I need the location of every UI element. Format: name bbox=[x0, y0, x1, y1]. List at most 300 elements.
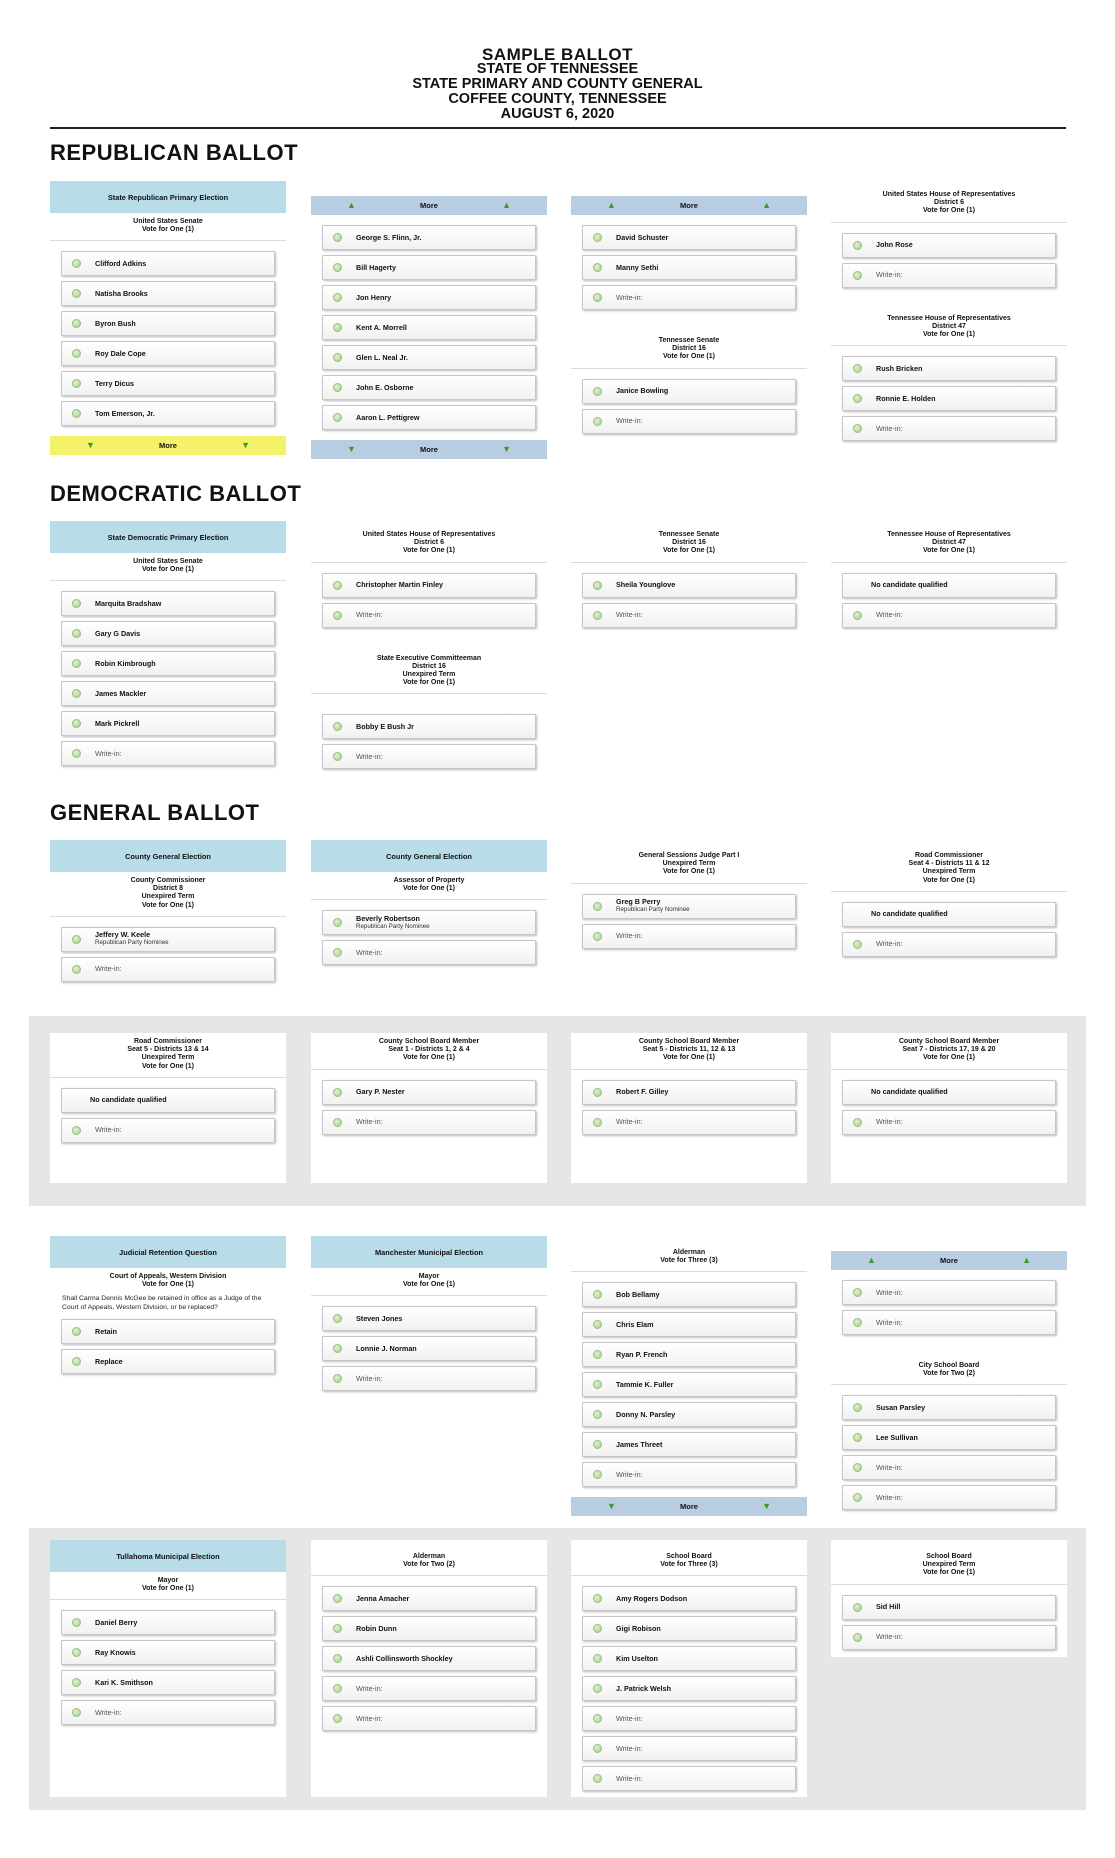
gen4-col-1 bbox=[50, 1540, 286, 1735]
candidate-option[interactable] bbox=[61, 401, 275, 426]
more-button[interactable]: ▼ More ▼ bbox=[311, 440, 547, 459]
candidate-name: Susan Parsley bbox=[876, 1402, 926, 1412]
more-button[interactable]: ▲ More ▲ bbox=[831, 1251, 1067, 1270]
candidate-name: Aaron L. Pettigrew bbox=[356, 412, 420, 422]
race-header: Tennessee Senate District 16 Vote for One (1) bbox=[571, 332, 807, 369]
rep-col-2 bbox=[311, 196, 547, 459]
write-in-label: Write-in: bbox=[876, 1462, 903, 1472]
write-in-option[interactable] bbox=[582, 1110, 796, 1135]
candidate-name: Marquita Bradshaw bbox=[95, 598, 162, 608]
gen-col-1 bbox=[50, 840, 286, 992]
race-header: Road Commissioner Seat 5 - Districts 13 & 14 Unexpired Term Vote for One (1) bbox=[50, 1033, 286, 1078]
radio-dot-icon bbox=[72, 1678, 81, 1687]
candidate-name: Natisha Brooks bbox=[95, 288, 148, 298]
radio-dot-icon bbox=[593, 1320, 602, 1329]
candidate-name: Lonnie J. Norman bbox=[356, 1343, 417, 1353]
race-header: Tennessee House of Representatives District 47 Vote for One (1) bbox=[831, 526, 1067, 563]
radio-dot-icon bbox=[853, 241, 862, 250]
radio-dot-icon bbox=[333, 233, 342, 242]
radio-dot-icon bbox=[72, 1126, 81, 1135]
arrow-down-icon: ▼ bbox=[86, 440, 95, 451]
race-header: United States House of Representatives District 6 Vote for One (1) bbox=[311, 526, 547, 563]
radio-dot-icon bbox=[72, 379, 81, 388]
write-in-option[interactable] bbox=[322, 1110, 536, 1135]
radio-dot-icon bbox=[333, 918, 342, 927]
candidate-option[interactable] bbox=[842, 1425, 1056, 1450]
candidate-name: Terry Dicus bbox=[95, 378, 135, 388]
ballot-title bbox=[0, 47, 1115, 122]
radio-dot-icon bbox=[72, 659, 81, 668]
rep-col-4 bbox=[831, 186, 1067, 451]
candidate-option[interactable] bbox=[61, 927, 275, 952]
race-header: Assessor of Property Vote for One (1) bbox=[311, 872, 547, 900]
gen2-col-2 bbox=[311, 1033, 547, 1183]
title-line: COFFEE COUNTY, TENNESSEE bbox=[448, 91, 667, 107]
candidate-option[interactable] bbox=[322, 285, 536, 310]
party-label: Republican Party Nominee bbox=[356, 922, 430, 930]
candidate-name: Sheila Younglove bbox=[616, 580, 676, 590]
write-in-label: Write-in: bbox=[356, 1713, 383, 1723]
write-in-label: Write-in: bbox=[356, 751, 383, 761]
write-in-option[interactable] bbox=[842, 1310, 1056, 1335]
retain-option[interactable] bbox=[61, 1319, 275, 1344]
candidate-name: Tom Emerson, Jr. bbox=[95, 408, 155, 418]
more-button[interactable]: ▼ More ▼ bbox=[50, 436, 286, 455]
candidate-option[interactable] bbox=[842, 1395, 1056, 1420]
title-line: SAMPLE BALLOT bbox=[482, 45, 633, 64]
radio-dot-icon bbox=[72, 409, 81, 418]
race-header: County Commissioner District 8 Unexpired Term Vote for One (1) bbox=[50, 872, 286, 917]
arrow-down-icon: ▼ bbox=[347, 444, 356, 454]
radio-dot-icon bbox=[333, 413, 342, 422]
candidate-option[interactable] bbox=[61, 251, 275, 276]
write-in-label: Write-in: bbox=[616, 416, 643, 426]
candidate-option[interactable] bbox=[61, 1670, 275, 1695]
more-button[interactable]: ▲ More ▲ bbox=[311, 196, 547, 215]
no-candidate-label: No candidate qualified bbox=[871, 580, 948, 590]
write-in-option[interactable] bbox=[322, 1366, 536, 1391]
write-in-label: Write-in: bbox=[876, 1317, 903, 1327]
write-in-option[interactable] bbox=[322, 940, 536, 965]
radio-dot-icon bbox=[333, 1088, 342, 1097]
candidate-option[interactable] bbox=[322, 1616, 536, 1641]
write-in-option[interactable] bbox=[582, 1706, 796, 1731]
write-in-option[interactable] bbox=[842, 603, 1056, 628]
no-candidate-label: No candidate qualified bbox=[871, 1087, 948, 1097]
radio-dot-icon bbox=[593, 1684, 602, 1693]
write-in-label: Write-in: bbox=[95, 1707, 122, 1717]
gen-col-4 bbox=[831, 847, 1067, 967]
candidate-name: James Threet bbox=[616, 1439, 663, 1449]
candidate-option[interactable] bbox=[582, 1646, 796, 1671]
write-in-option[interactable] bbox=[322, 1706, 536, 1731]
candidate-name: Tammie K. Fuller bbox=[616, 1379, 674, 1389]
write-in-label: Write-in: bbox=[95, 964, 122, 974]
radio-dot-icon bbox=[72, 935, 81, 944]
party-label: Republican Party Nominee bbox=[616, 906, 690, 914]
candidate-name: Jenna Amacher bbox=[356, 1593, 410, 1603]
candidate-name: Robin Dunn bbox=[356, 1623, 397, 1633]
race-header: County School Board Member Seat 7 - Districts 17, 19 & 20 Vote for One (1) bbox=[831, 1033, 1067, 1070]
candidate-name: Chris Elam bbox=[616, 1319, 654, 1329]
write-in-option[interactable] bbox=[582, 603, 796, 628]
candidate-option[interactable] bbox=[842, 233, 1056, 258]
radio-dot-icon bbox=[333, 263, 342, 272]
candidate-name: Robin Kimbrough bbox=[95, 658, 156, 668]
candidate-name: Jeffery W. Keele Republican Party Nominee bbox=[95, 930, 169, 947]
candidate-option[interactable] bbox=[582, 1432, 796, 1457]
dem-col-1 bbox=[50, 521, 286, 776]
candidate-name: Bill Hagerty bbox=[356, 262, 396, 272]
candidate-option[interactable] bbox=[582, 894, 796, 919]
title-divider bbox=[50, 127, 1066, 129]
candidate-option[interactable] bbox=[582, 1586, 796, 1611]
candidate-name: Byron Bush bbox=[95, 318, 136, 328]
write-in-option[interactable] bbox=[842, 263, 1056, 288]
gen3-col-1 bbox=[50, 1236, 286, 1384]
radio-dot-icon bbox=[72, 965, 81, 974]
candidate-option[interactable] bbox=[582, 1342, 796, 1367]
radio-dot-icon bbox=[593, 1088, 602, 1097]
race-header: United States House of Representatives District 6 Vote for One (1) bbox=[831, 186, 1067, 223]
radio-dot-icon bbox=[593, 1118, 602, 1127]
radio-dot-icon bbox=[72, 689, 81, 698]
candidate-option[interactable] bbox=[322, 1586, 536, 1611]
candidate-option[interactable] bbox=[322, 1646, 536, 1671]
write-in-label: Write-in: bbox=[356, 610, 383, 620]
candidate-option[interactable] bbox=[61, 1640, 275, 1665]
radio-dot-icon bbox=[593, 1410, 602, 1419]
write-in-option[interactable] bbox=[842, 1280, 1056, 1305]
radio-dot-icon bbox=[72, 749, 81, 758]
radio-dot-icon bbox=[853, 1403, 862, 1412]
candidate-option[interactable] bbox=[61, 711, 275, 736]
write-in-option[interactable] bbox=[842, 1485, 1056, 1510]
candidate-name: Kent A. Morrell bbox=[356, 322, 407, 332]
candidate-name: Gigi Robison bbox=[616, 1623, 661, 1633]
radio-dot-icon bbox=[853, 1288, 862, 1297]
candidate-option[interactable] bbox=[322, 573, 536, 598]
radio-dot-icon bbox=[72, 289, 81, 298]
candidate-name: Bobby E Bush Jr bbox=[356, 721, 414, 731]
radio-dot-icon bbox=[593, 233, 602, 242]
radio-dot-icon bbox=[853, 1633, 862, 1642]
radio-dot-icon bbox=[72, 1618, 81, 1627]
candidate-option[interactable] bbox=[582, 1312, 796, 1337]
write-in-label: Write-in: bbox=[616, 1713, 643, 1723]
arrow-up-icon: ▲ bbox=[502, 200, 511, 210]
candidate-name: Ashli Collinsworth Shockley bbox=[356, 1653, 453, 1663]
radio-dot-icon bbox=[593, 611, 602, 620]
candidate-option[interactable] bbox=[322, 1336, 536, 1361]
radio-dot-icon bbox=[72, 319, 81, 328]
candidate-name: Greg B Perry Republican Party Nominee bbox=[616, 897, 690, 914]
race-header: Mayor Vote for One (1) bbox=[311, 1268, 547, 1296]
gen2-col-1 bbox=[50, 1033, 286, 1183]
radio-dot-icon bbox=[853, 271, 862, 280]
candidate-option[interactable] bbox=[61, 371, 275, 396]
option-label: Retain bbox=[95, 1326, 117, 1336]
more-button[interactable]: ▲ More ▲ bbox=[571, 196, 807, 215]
radio-dot-icon bbox=[853, 1118, 862, 1127]
gen3-col-4 bbox=[831, 1251, 1067, 1520]
candidate-option[interactable] bbox=[61, 591, 275, 616]
arrow-up-icon: ▲ bbox=[867, 1255, 876, 1265]
candidate-name: Daniel Berry bbox=[95, 1617, 138, 1627]
race-header: Road Commissioner Seat 4 - Districts 11 & 12 Unexpired Term Vote for One (1) bbox=[831, 847, 1067, 892]
radio-dot-icon bbox=[333, 1594, 342, 1603]
radio-dot-icon bbox=[593, 1440, 602, 1449]
radio-dot-icon bbox=[333, 948, 342, 957]
candidate-option[interactable] bbox=[61, 621, 275, 646]
candidate-option[interactable] bbox=[61, 311, 275, 336]
radio-dot-icon bbox=[333, 722, 342, 731]
radio-dot-icon bbox=[593, 1350, 602, 1359]
candidate-option[interactable] bbox=[322, 345, 536, 370]
radio-dot-icon bbox=[593, 293, 602, 302]
candidate-option[interactable] bbox=[322, 1306, 536, 1331]
election-header: County General Election bbox=[50, 840, 286, 872]
candidate-name: George S. Flinn, Jr. bbox=[356, 232, 422, 242]
no-candidate-option[interactable] bbox=[842, 1080, 1056, 1105]
candidate-option[interactable] bbox=[582, 573, 796, 598]
radio-dot-icon bbox=[593, 1714, 602, 1723]
radio-dot-icon bbox=[853, 1463, 862, 1472]
radio-dot-icon bbox=[333, 293, 342, 302]
radio-dot-icon bbox=[853, 1433, 862, 1442]
election-header: Tullahoma Municipal Election bbox=[50, 1540, 286, 1572]
candidate-name: Ronnie E. Holden bbox=[876, 393, 936, 403]
section-title-democratic: DEMOCRATIC BALLOT bbox=[50, 481, 302, 506]
arrow-up-icon: ▲ bbox=[607, 200, 616, 210]
arrow-down-icon: ▼ bbox=[607, 1501, 616, 1512]
radio-dot-icon bbox=[853, 1318, 862, 1327]
candidate-option[interactable] bbox=[842, 356, 1056, 381]
radio-dot-icon bbox=[593, 1654, 602, 1663]
radio-dot-icon bbox=[72, 599, 81, 608]
candidate-option[interactable] bbox=[582, 255, 796, 280]
radio-dot-icon bbox=[853, 1493, 862, 1502]
candidate-option[interactable] bbox=[582, 1616, 796, 1641]
candidate-option[interactable] bbox=[322, 225, 536, 250]
write-in-label: Write-in: bbox=[616, 931, 643, 941]
gen-col-3 bbox=[571, 847, 807, 959]
radio-dot-icon bbox=[72, 1327, 81, 1336]
candidate-name: John Rose bbox=[876, 240, 913, 250]
candidate-option[interactable] bbox=[582, 379, 796, 404]
candidate-name: Christopher Martin Finley bbox=[356, 580, 444, 590]
election-header: County General Election bbox=[311, 840, 547, 872]
gen4-col-2 bbox=[311, 1548, 547, 1741]
radio-dot-icon bbox=[333, 1118, 342, 1127]
write-in-label: Write-in: bbox=[876, 1287, 903, 1297]
candidate-option[interactable] bbox=[582, 1402, 796, 1427]
write-in-label: Write-in: bbox=[616, 1773, 643, 1783]
write-in-option[interactable] bbox=[582, 1736, 796, 1761]
radio-dot-icon bbox=[333, 1624, 342, 1633]
gen2-col-4 bbox=[831, 1033, 1067, 1183]
candidate-name: Glen L. Neal Jr. bbox=[356, 352, 408, 362]
write-in-option[interactable] bbox=[322, 1676, 536, 1701]
candidate-option[interactable] bbox=[842, 1595, 1056, 1620]
candidate-option[interactable] bbox=[322, 1080, 536, 1105]
section-title-general: GENERAL BALLOT bbox=[50, 800, 260, 825]
race-header: Mayor Vote for One (1) bbox=[50, 1572, 286, 1600]
race-header: General Sessions Judge Part I Unexpired Term Vote for One (1) bbox=[571, 847, 807, 884]
candidate-name: Bob Bellamy bbox=[616, 1289, 660, 1299]
more-button[interactable]: ▼ More ▼ bbox=[571, 1497, 807, 1516]
write-in-label: Write-in: bbox=[876, 423, 903, 433]
rep-col-1 bbox=[50, 181, 286, 455]
race-header: School Board Unexpired Term Vote for One (1) bbox=[831, 1548, 1067, 1585]
candidate-name: Ray Knowis bbox=[95, 1647, 136, 1657]
race-header: State Executive Committeeman District 16 Unexpired Term Vote for One (1) bbox=[311, 650, 547, 695]
write-in-option[interactable] bbox=[61, 1700, 275, 1725]
radio-dot-icon bbox=[853, 611, 862, 620]
race-header: Tennessee House of Representatives District 47 Vote for One (1) bbox=[831, 310, 1067, 347]
radio-dot-icon bbox=[333, 1374, 342, 1383]
radio-dot-icon bbox=[333, 752, 342, 761]
election-header: Manchester Municipal Election bbox=[311, 1236, 547, 1268]
radio-dot-icon bbox=[333, 1654, 342, 1663]
candidate-option[interactable] bbox=[582, 1080, 796, 1105]
no-candidate-option[interactable] bbox=[61, 1088, 275, 1113]
candidate-name: Robert F. Gilley bbox=[616, 1087, 669, 1097]
arrow-down-icon: ▼ bbox=[241, 440, 250, 451]
replace-option[interactable] bbox=[61, 1349, 275, 1374]
candidate-option[interactable] bbox=[582, 225, 796, 250]
write-in-option[interactable] bbox=[61, 1118, 275, 1143]
write-in-option[interactable] bbox=[582, 1766, 796, 1791]
write-in-option[interactable] bbox=[61, 957, 275, 982]
race-header: County School Board Member Seat 1 - Districts 1, 2 & 4 Vote for One (1) bbox=[311, 1033, 547, 1070]
radio-dot-icon bbox=[593, 1774, 602, 1783]
write-in-option[interactable] bbox=[322, 603, 536, 628]
write-in-label: Write-in: bbox=[876, 270, 903, 280]
radio-dot-icon bbox=[333, 383, 342, 392]
dem-col-2 bbox=[311, 526, 547, 779]
option-label: Replace bbox=[95, 1356, 123, 1366]
arrow-up-icon: ▲ bbox=[762, 200, 771, 210]
candidate-option[interactable] bbox=[322, 405, 536, 430]
radio-dot-icon bbox=[72, 259, 81, 268]
election-header: State Democratic Primary Election bbox=[50, 521, 286, 553]
arrow-down-icon: ▼ bbox=[502, 444, 511, 454]
candidate-name: Sid Hill bbox=[876, 1602, 901, 1612]
radio-dot-icon bbox=[593, 417, 602, 426]
radio-dot-icon bbox=[593, 1380, 602, 1389]
write-in-label: Write-in: bbox=[616, 1469, 643, 1479]
arrow-down-icon: ▼ bbox=[762, 1501, 771, 1512]
write-in-label: Write-in: bbox=[876, 1492, 903, 1502]
race-header: City School Board Vote for Two (2) bbox=[831, 1357, 1067, 1385]
candidate-name: Jon Henry bbox=[356, 292, 392, 302]
write-in-label: Write-in: bbox=[356, 1373, 383, 1383]
race-header: School Board Vote for Three (3) bbox=[571, 1548, 807, 1576]
write-in-option[interactable] bbox=[61, 741, 275, 766]
write-in-option[interactable] bbox=[582, 1462, 796, 1487]
candidate-option[interactable] bbox=[61, 651, 275, 676]
no-candidate-option[interactable] bbox=[842, 573, 1056, 598]
candidate-option[interactable] bbox=[322, 910, 536, 935]
candidate-name: Manny Sethi bbox=[616, 262, 659, 272]
gen3-col-2 bbox=[311, 1236, 547, 1401]
race-header: Alderman Vote for Three (3) bbox=[571, 1244, 807, 1272]
candidate-name: John E. Osborne bbox=[356, 382, 414, 392]
candidate-option[interactable] bbox=[322, 714, 536, 739]
radio-dot-icon bbox=[593, 387, 602, 396]
radio-dot-icon bbox=[333, 353, 342, 362]
candidate-option[interactable] bbox=[582, 1282, 796, 1307]
rep-col-3 bbox=[571, 196, 807, 444]
dem-col-4 bbox=[831, 526, 1067, 638]
candidate-option[interactable] bbox=[61, 1610, 275, 1635]
candidate-option[interactable] bbox=[61, 281, 275, 306]
write-in-option[interactable] bbox=[582, 285, 796, 310]
candidate-option[interactable] bbox=[322, 375, 536, 400]
gen2-col-3 bbox=[571, 1033, 807, 1183]
title-line: STATE PRIMARY AND COUNTY GENERAL bbox=[412, 76, 703, 92]
write-in-label: Write-in: bbox=[876, 1117, 903, 1127]
radio-dot-icon bbox=[593, 581, 602, 590]
race-header: United States Senate Vote for One (1) bbox=[50, 553, 286, 581]
radio-dot-icon bbox=[72, 1648, 81, 1657]
gen4-col-3 bbox=[571, 1548, 807, 1801]
write-in-option[interactable] bbox=[842, 1455, 1056, 1480]
candidate-name: Mark Pickrell bbox=[95, 718, 140, 728]
candidate-name: David Schuster bbox=[616, 232, 669, 242]
arrow-up-icon: ▲ bbox=[1022, 1255, 1031, 1265]
radio-dot-icon bbox=[72, 629, 81, 638]
candidate-name: James Mackler bbox=[95, 688, 147, 698]
radio-dot-icon bbox=[853, 394, 862, 403]
candidate-name: Kari K. Smithson bbox=[95, 1677, 153, 1687]
write-in-label: Write-in: bbox=[616, 610, 643, 620]
write-in-option[interactable] bbox=[582, 924, 796, 949]
candidate-name: Steven Jones bbox=[356, 1313, 403, 1323]
candidate-option[interactable] bbox=[842, 386, 1056, 411]
candidate-option[interactable] bbox=[582, 1676, 796, 1701]
write-in-option[interactable] bbox=[842, 1625, 1056, 1650]
write-in-option[interactable] bbox=[582, 409, 796, 434]
radio-dot-icon bbox=[333, 1714, 342, 1723]
candidate-option[interactable] bbox=[61, 681, 275, 706]
party-label: Republican Party Nominee bbox=[95, 939, 169, 947]
no-candidate-option[interactable] bbox=[842, 902, 1056, 927]
candidate-name: Kim Uselton bbox=[616, 1653, 658, 1663]
radio-dot-icon bbox=[72, 719, 81, 728]
gen3-col-3 bbox=[571, 1244, 807, 1516]
write-in-label: Write-in: bbox=[356, 1117, 383, 1127]
no-candidate-label: No candidate qualified bbox=[871, 909, 948, 919]
write-in-label: Write-in: bbox=[876, 610, 903, 620]
write-in-option[interactable] bbox=[842, 932, 1056, 957]
race-header: Alderman Vote for Two (2) bbox=[311, 1548, 547, 1576]
candidate-option[interactable] bbox=[322, 255, 536, 280]
radio-dot-icon bbox=[853, 940, 862, 949]
radio-dot-icon bbox=[853, 424, 862, 433]
gen4-col-4 bbox=[831, 1548, 1067, 1660]
candidate-option[interactable] bbox=[322, 315, 536, 340]
candidate-option[interactable] bbox=[582, 1372, 796, 1397]
write-in-label: Write-in: bbox=[876, 939, 903, 949]
radio-dot-icon bbox=[333, 323, 342, 332]
candidate-option[interactable] bbox=[61, 341, 275, 366]
write-in-option[interactable] bbox=[322, 744, 536, 769]
write-in-option[interactable] bbox=[842, 416, 1056, 441]
radio-dot-icon bbox=[593, 263, 602, 272]
write-in-option[interactable] bbox=[842, 1110, 1056, 1135]
